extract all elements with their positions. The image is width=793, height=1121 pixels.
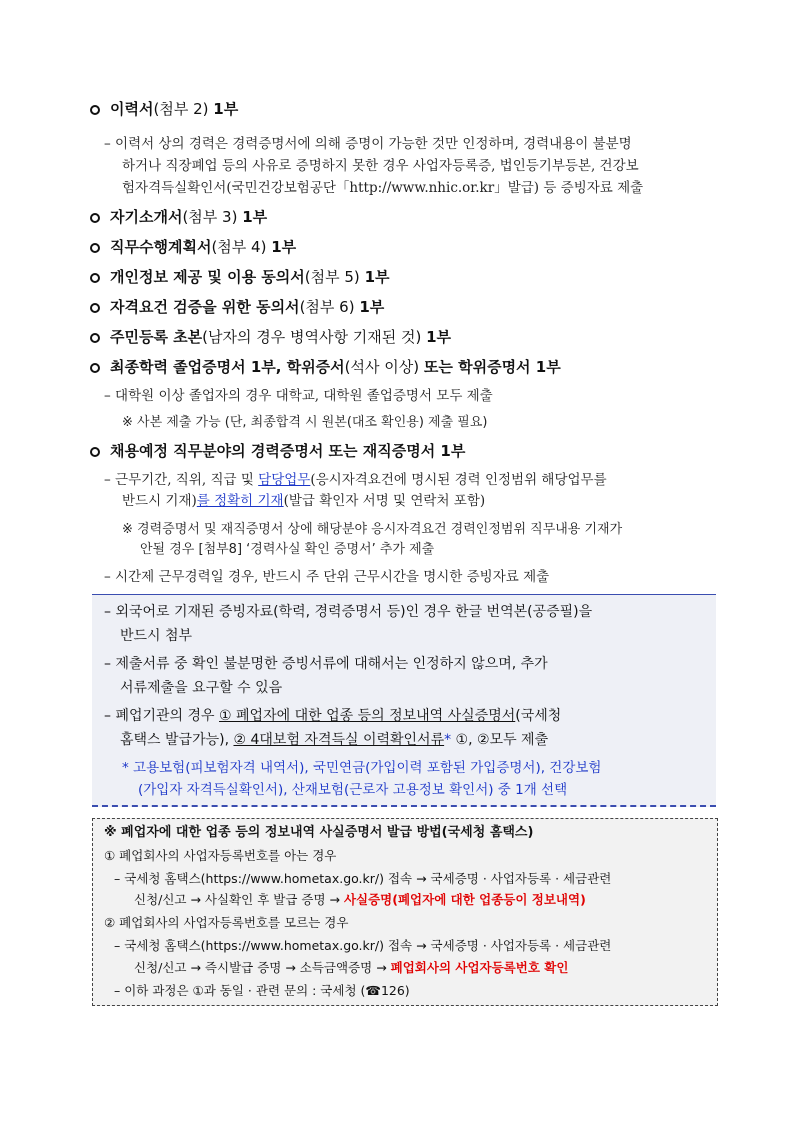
required-doc-job-plan (90, 236, 296, 258)
box-title: ※ 폐업자에 대한 업종 등의 정보내역 사실증명서 발급 방법(국세청 홈택스) (104, 825, 534, 840)
item-count: 1부 (271, 238, 297, 256)
career-remark: ※ 경력증명서 및 재직증명서 상에 해당분야 응시자격요건 경력인정범위 직무내용 기재가 (122, 522, 623, 537)
notice-line: – 제출서류 중 확인 불분명한 증빙서류에 대해서는 인정하지 않으며, 추가 (104, 656, 548, 672)
text-segment: 신청/신고 → 즉시발급 증명 → 소득금액증명 → (134, 960, 391, 975)
box-case-heading: ② 폐업회사의 사업자등록번호를 모르는 경우 (104, 915, 349, 930)
item-title: 자격요건 검증을 위한 동의서 (110, 298, 300, 316)
text-segment: – 폐업기관의 경우 (104, 708, 220, 724)
required-doc-resume (90, 98, 238, 120)
item-title: 개인정보 제공 및 이용 동의서 (110, 268, 305, 286)
item-count: 1부 (426, 328, 452, 346)
item-paren: (첨부 4) (211, 238, 267, 256)
degree-remark: ※ 사본 제출 가능 (단, 최종합격 시 원본(대조 확인용) 제출 필요) (122, 415, 488, 430)
item-count: 또는 학위증명서 1부 (423, 358, 561, 376)
degree-note-line: – 대학원 이상 졸업자의 경우 대학교, 대학원 졸업증명서 모두 제출 (104, 388, 493, 404)
career-note-line: – 시간제 근무경력일 경우, 반드시 주 단위 근무시간을 명시한 증빙자료 제출 (104, 569, 550, 585)
required-doc-resident-registration (90, 326, 451, 348)
item-paren: (첨부 3) (182, 208, 238, 226)
career-remark: 안될 경우 [첨부8] ‘경력사실 확인 증명서’ 추가 제출 (140, 542, 435, 557)
box-step-line (134, 958, 568, 977)
highlight-text: 사실증명(폐업자에 대한 업종등이 정보내역) (343, 892, 586, 907)
box-case-heading: ① 폐업회사의 사업자등록번호를 아는 경우 (104, 848, 337, 863)
circle-bullet-icon (90, 447, 100, 457)
item-title: 직무수행계획서 (110, 238, 212, 256)
insurance-footnote: (가입자 자격득실확인서), 산재보험(근로자 고용정보 확인서) 중 1개 선택 (138, 782, 568, 798)
text-segment: (국세청 (515, 708, 562, 724)
text-segment: (응시자격요건에 명시된 경력 인정범위 해당업무를 (310, 472, 607, 488)
notice-line: – 외국어로 기재된 증빙자료(학력, 경력증명서 등)인 경우 한글 번역본(공증필)을 (104, 604, 593, 620)
box-step-line (134, 890, 586, 909)
text-segment: 반드시 기재) (122, 493, 197, 509)
circle-bullet-icon (90, 303, 100, 313)
item-title: 최종학력 졸업증명서 1부, 학위증서 (110, 358, 345, 376)
item-title: 주민등록 초본 (110, 328, 203, 346)
text-segment: ①, ②모두 제출 (451, 732, 549, 748)
underlined-text: 담당업무 (258, 472, 311, 488)
item-count: 1부 (242, 208, 268, 226)
resume-note-line: 험자격득실확인서(국민건강보험공단「http://www.nhic.or.kr」발급) 등 증빙자료 제출 (122, 180, 644, 196)
required-doc-career (90, 440, 465, 462)
item-title: 이력서 (110, 100, 154, 118)
asterisk-mark: * (444, 732, 452, 748)
circle-bullet-icon (90, 213, 100, 223)
item-count: 1부 (359, 298, 385, 316)
circle-bullet-icon (90, 333, 100, 343)
career-note-line (122, 491, 485, 511)
item-count: 1부 (364, 268, 390, 286)
item-title: 채용예정 직무분야의 경력증명서 또는 재직증명서 1부 (110, 442, 466, 460)
notice-line (104, 705, 561, 727)
item-paren: (첨부 2) (153, 100, 209, 118)
highlight-text: 폐업회사의 사업자등록번호 확인 (390, 960, 569, 975)
text-segment: 신청/신고 → 사실확인 후 발급 증명 → (134, 892, 344, 907)
text-segment: – 근무기간, 직위, 직급 및 (104, 472, 259, 488)
circle-bullet-icon (90, 105, 100, 115)
circle-bullet-icon (90, 243, 100, 253)
required-doc-privacy-consent (90, 266, 390, 288)
text-segment: 홈택스 발급가능), (120, 732, 234, 748)
item-paren: (첨부 5) (304, 268, 360, 286)
notice-line (120, 729, 548, 751)
text-segment: (발급 확인자 서명 및 연락처 포함) (283, 493, 486, 509)
underlined-text: ② 4대보험 자격득실 이력확인서류 (233, 732, 445, 748)
box-step-line: – 국세청 홈택스(https://www.hometax.go.kr/) 접속 → 국세증명 · 사업자등록 · 세금관련 (114, 938, 612, 953)
resume-note-line: 하거나 직장폐업 등의 사유로 증명하지 못한 경우 사업자등록증, 법인등기부등본, 건강보 (122, 158, 639, 174)
item-paren: (석사 이상) (344, 358, 420, 376)
notice-line: 서류제출을 요구할 수 있음 (120, 680, 283, 696)
required-doc-degree (90, 356, 561, 378)
item-paren: (첨부 6) (299, 298, 355, 316)
item-paren: (남자의 경우 병역사항 기재된 것) (202, 328, 422, 346)
resume-note-line: – 이력서 상의 경력은 경력증명서에 의해 증명이 가능한 것만 인정하며, 경력내용이 불분명 (104, 136, 632, 152)
circle-bullet-icon (90, 273, 100, 283)
underlined-text: ① 폐업자에 대한 업종 등의 정보내역 사실증명서 (219, 708, 516, 724)
required-doc-self-intro (90, 206, 267, 228)
career-note-line (104, 470, 607, 490)
required-doc-qualification-consent (90, 296, 384, 318)
item-title: 자기소개서 (110, 208, 183, 226)
circle-bullet-icon (90, 363, 100, 373)
item-count: 1부 (213, 100, 239, 118)
notice-line: 반드시 첨부 (120, 628, 193, 644)
box-step-line: – 이하 과정은 ①과 동일 · 관련 문의 : 국세청 (☎126) (114, 983, 410, 998)
underlined-text: 를 정확히 기재 (196, 493, 284, 509)
insurance-footnote: * 고용보험(피보험자격 내역서), 국민연금(가입이력 포함된 가입증명서), 건강보험 (122, 760, 602, 776)
box-step-line: – 국세청 홈택스(https://www.hometax.go.kr/) 접속 → 국세증명 · 사업자등록 · 세금관련 (114, 871, 612, 886)
